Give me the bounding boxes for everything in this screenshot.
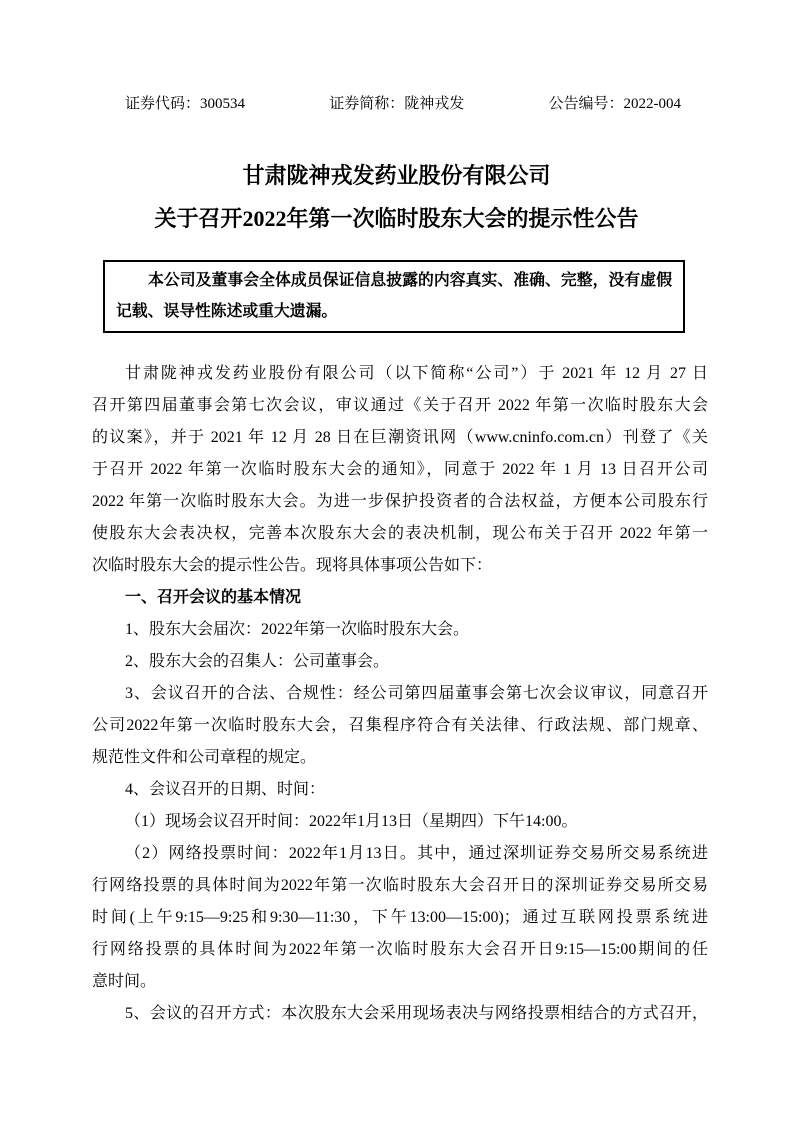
body-line: 公司2022年第一次临时股东大会，召集程序符合有关法律、行政法规、部门规章、 <box>92 717 708 734</box>
body-line: 使股东大会表决权，完善本次股东大会的表决机制，现公布关于召开 2022 年第一 <box>92 525 708 542</box>
announcement-title: 关于召开2022年第一次临时股东大会的提示性公告 <box>154 206 639 231</box>
body-line: 于召开 2022 年第一次临时股东大会的通知》，同意于 2022 年 1 月 13 日召开公司 <box>92 461 708 478</box>
body-line-item-3: 3、会议召开的合法、合规性：经公司第四届董事会第七次会议审议，同意召开 <box>125 685 708 702</box>
document-body <box>92 358 708 1030</box>
disclaimer-line: 记载、误导性陈述或重大遗漏。 <box>116 303 338 320</box>
announcement-number: 公告编号：2022-004 <box>548 96 681 112</box>
body-line: 的议案》，并于 2021 年 12 月 28 日在巨潮资讯网（www.cninfo.com.cn）刊登了《关 <box>92 429 708 446</box>
disclaimer-box <box>103 260 685 333</box>
document-header <box>125 94 681 114</box>
body-line-item-1: 1、股东大会届次：2022年第一次临时股东大会。 <box>125 621 470 638</box>
body-line-item-4-1: （1）现场会议召开时间：2022年1月13日（星期四）下午14:00。 <box>125 813 578 830</box>
body-line: 规范性文件和公司章程的规定。 <box>92 749 317 766</box>
body-line: 2022 年第一次临时股东大会。为进一步保护投资者的合法权益，方便本公司股东行 <box>92 493 708 510</box>
body-line: 次临时股东大会的提示性公告。现将具体事项公告如下： <box>92 557 493 574</box>
body-line-item-4-2: （2）网络投票时间：2022年1月13日。其中，通过深圳证券交易所交易系统进 <box>125 845 708 862</box>
body-line-item-4: 4、会议召开的日期、时间： <box>125 781 326 798</box>
disclaimer-line: 本公司及董事会全体成员保证信息披露的内容真实、准确、完整，没有虚假 <box>148 272 672 289</box>
body-line-item-2: 2、股东大会的召集人：公司董事会。 <box>125 653 390 670</box>
body-line: 行网络投票的具体时间为2022年第一次临时股东大会召开日的深圳证券交易所交易 <box>92 877 708 894</box>
body-line: 时间(上午9:15—9:25和9:30—11:30，下午13:00—15:00)；通过互联网投票系统进 <box>92 909 708 926</box>
body-line: 召开第四届董事会第七次会议，审议通过《关于召开 2022 年第一次临时股东大会 <box>92 397 708 414</box>
body-line: 行网络投票的具体时间为2022年第一次临时股东大会召开日9:15—15:00期间的任 <box>92 941 708 958</box>
stock-code: 证券代码：300534 <box>125 96 246 112</box>
body-line: 意时间。 <box>92 973 157 990</box>
section-1-heading: 一、召开会议的基本情况 <box>125 589 302 606</box>
company-title: 甘肃陇神戎发药业股份有限公司 <box>242 163 551 188</box>
stock-name: 证券简称：陇神戎发 <box>329 96 465 112</box>
body-line: 甘肃陇神戎发药业股份有限公司（以下简称“公司”）于 2021 年 12 月 27 日 <box>125 365 708 382</box>
body-line-item-5: 5、会议的召开方式：本次股东大会采用现场表决与网络投票相结合的方式召开， <box>125 1005 708 1022</box>
